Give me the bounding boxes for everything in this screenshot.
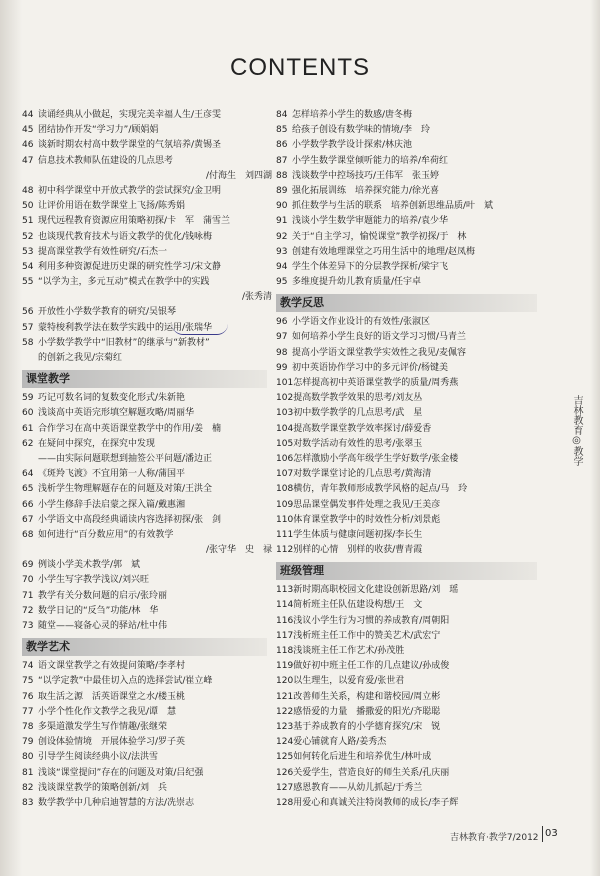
toc-entry[interactable] bbox=[276, 528, 546, 543]
toc-entry-title: 取生活之源 活英语课堂之水/楼玉桃 bbox=[38, 691, 186, 702]
toc-entry[interactable] bbox=[22, 543, 276, 558]
toc-entry[interactable] bbox=[22, 750, 276, 765]
toc-entry[interactable] bbox=[22, 573, 276, 588]
toc-page-number: 81 bbox=[22, 767, 34, 778]
toc-entry-title: 浅议小学生行为习惯的养成教育/周朝阳 bbox=[293, 615, 450, 626]
toc-entry-title: 基于养成教育的小学德育探究/宋 锐 bbox=[293, 721, 441, 732]
toc-page-number: 86 bbox=[276, 140, 288, 151]
toc-entry-title: 关于“自主学习，愉悦课堂”教学初探/于 林 bbox=[292, 231, 467, 242]
toc-entry[interactable] bbox=[22, 154, 276, 169]
toc-page-number: 59 bbox=[22, 393, 34, 404]
toc-entry[interactable] bbox=[22, 275, 276, 290]
toc-entry[interactable] bbox=[276, 583, 546, 598]
toc-entry[interactable] bbox=[22, 513, 276, 528]
toc-left-column bbox=[22, 108, 276, 811]
toc-entry[interactable] bbox=[22, 589, 276, 604]
toc-entry-title: 强化拓展训练 培养探究能力/徐光喜 bbox=[292, 185, 440, 196]
toc-entry-title: 创设体验情境 开展体验学习/罗子英 bbox=[38, 737, 186, 748]
toc-entry[interactable] bbox=[276, 498, 546, 513]
toc-entry[interactable] bbox=[22, 528, 276, 543]
toc-page-number: 108 bbox=[276, 484, 294, 495]
toc-entry[interactable] bbox=[276, 674, 546, 689]
toc-entry-title: 在疑问中探究，在探究中发现 bbox=[38, 438, 156, 449]
toc-page-number: 85 bbox=[276, 125, 288, 136]
toc-page-number: 76 bbox=[22, 691, 34, 702]
toc-page-number: 96 bbox=[276, 317, 288, 328]
toc-page-number: 57 bbox=[22, 322, 34, 333]
toc-page-number: 104 bbox=[276, 423, 294, 434]
toc-page-number: 61 bbox=[22, 423, 34, 434]
toc-page-number: 83 bbox=[22, 797, 34, 808]
toc-entry[interactable] bbox=[22, 199, 276, 214]
toc-entry-title: 对数学课堂讨论的几点思考/黄海清 bbox=[293, 469, 432, 480]
toc-entry-title: 新时期高职校园文化建设创新思路/刘 瑶 bbox=[293, 585, 459, 596]
toc-page-number: 89 bbox=[276, 185, 288, 196]
toc-entry[interactable] bbox=[22, 406, 276, 421]
toc-page-number: 114 bbox=[276, 600, 294, 611]
toc-entry[interactable] bbox=[22, 230, 276, 245]
toc-entry[interactable] bbox=[22, 245, 276, 260]
toc-entry[interactable] bbox=[276, 138, 546, 153]
toc-entry-title: 浅谈“课堂提问”存在的问题及对策/吕纪强 bbox=[38, 767, 204, 778]
toc-entry[interactable] bbox=[276, 154, 546, 169]
toc-entry[interactable] bbox=[22, 214, 276, 229]
toc-entry-title: 怎样激励小学高年级学生学好数学/张金楼 bbox=[293, 453, 459, 464]
toc-entry[interactable] bbox=[22, 321, 276, 336]
toc-entry-title: 初中英语协作学习中的多元评价/杨键美 bbox=[292, 362, 449, 373]
toc-entry[interactable] bbox=[276, 391, 546, 406]
toc-entry-title: /张秀清 bbox=[241, 292, 272, 303]
toc-page-number: 52 bbox=[22, 231, 34, 242]
toc-entry-title: 改善师生关系，构建和谐校园/周立彬 bbox=[293, 691, 441, 702]
toc-page-number: 53 bbox=[22, 246, 34, 257]
toc-entry[interactable] bbox=[276, 735, 546, 750]
toc-page-number: 92 bbox=[276, 231, 288, 242]
toc-entry-title: 浅谈高中英语完形填空解题攻略/周丽华 bbox=[38, 408, 195, 419]
toc-page-number: 51 bbox=[22, 216, 34, 227]
toc-page-number: 98 bbox=[276, 347, 288, 358]
toc-entry[interactable] bbox=[276, 543, 546, 558]
toc-entry-title: 开放性小学数学教育的研究/吴银琴 bbox=[38, 307, 177, 318]
toc-page-number: 90 bbox=[276, 201, 288, 212]
toc-entry[interactable] bbox=[276, 598, 546, 613]
toc-page-number: 79 bbox=[22, 737, 34, 748]
toc-page-number: 78 bbox=[22, 721, 34, 732]
toc-entry-title: 学生个体差异下的分层教学探析/梁宇飞 bbox=[292, 261, 449, 272]
toc-entry[interactable] bbox=[276, 245, 546, 260]
toc-page-number: 117 bbox=[276, 630, 294, 641]
toc-entry-title: 浅析学生物理解题存在的问题及对策/王洪全 bbox=[38, 484, 213, 495]
toc-entry-title: 浅谈班主任工作艺术/孙茂胜 bbox=[293, 646, 405, 656]
toc-entry[interactable] bbox=[276, 690, 546, 705]
toc-page-number: 65 bbox=[22, 484, 34, 495]
toc-entry-title: 感悟爱的力量 播撒爱的阳光/齐聪聪 bbox=[293, 706, 441, 717]
toc-entry-title: 团结协作开发“学习力”/顾娟娟 bbox=[38, 125, 159, 136]
toc-entry[interactable] bbox=[276, 123, 546, 138]
toc-entry-title: 学生体质与健康问题初探/李长生 bbox=[293, 529, 423, 540]
toc-entry[interactable] bbox=[276, 467, 546, 482]
toc-entry-title: 别样的心情 别样的收获/曹青霞 bbox=[293, 545, 423, 556]
toc-page-number: 71 bbox=[22, 590, 34, 601]
toc-page-number: 111 bbox=[276, 529, 294, 540]
toc-page-number: 123 bbox=[276, 721, 294, 732]
toc-entry-title: 如何培养小学生良好的语文学习习惯/马青兰 bbox=[292, 332, 467, 343]
toc-entry-title: 让评价用语在数学课堂上飞扬/陈秀娟 bbox=[38, 201, 186, 212]
toc-entry-title: ——由实际问题联想到抽签公平问题/潘边正 bbox=[38, 453, 213, 464]
toc-entry[interactable] bbox=[276, 422, 546, 437]
toc-page-number: 87 bbox=[276, 155, 288, 166]
toc-page-number: 105 bbox=[276, 438, 294, 449]
toc-entry-title: 浅谈数学中控场技巧/王伟军 张玉婷 bbox=[292, 170, 440, 181]
toc-page-number: 122 bbox=[276, 706, 294, 717]
toc-page-number: 127 bbox=[276, 782, 294, 793]
toc-entry-title: 提高数学课堂教学效率探讨/薛爱香 bbox=[293, 423, 432, 434]
toc-entry[interactable] bbox=[22, 604, 276, 619]
toc-entry-title: 谈新时期农村高中数学课堂的气氛培养/黄锡圣 bbox=[38, 140, 222, 151]
toc-entry[interactable] bbox=[22, 467, 276, 482]
toc-page-number: 121 bbox=[276, 691, 294, 702]
toc-entry-title: 信息技术教师队伍建设的几点思考 bbox=[38, 155, 174, 166]
toc-entry-title: “以学定教”中最佳切入点的选择尝试/崔立峰 bbox=[38, 676, 213, 687]
toc-page-number: 82 bbox=[22, 782, 34, 793]
toc-entry-title: 抓住数学与生活的联系 培养创新思维品质/叶 斌 bbox=[292, 201, 494, 212]
toc-entry[interactable] bbox=[22, 735, 276, 750]
toc-entry-title: 简析班主任队伍建设构想/王 文 bbox=[293, 600, 423, 611]
toc-entry-title: 浅谈小学生数学审题能力的培养/袁少华 bbox=[292, 216, 449, 227]
toc-page-number: 106 bbox=[276, 453, 294, 464]
toc-entry-title: 引导学生阅读经典小议/法洪雪 bbox=[38, 752, 159, 763]
toc-entry[interactable] bbox=[276, 406, 546, 421]
toc-entry-title: 多渠道激发学生写作情趣/张继荣 bbox=[38, 721, 168, 732]
toc-entry-title: 小学生数学课堂倾听能力的培养/牟荷红 bbox=[292, 155, 449, 166]
toc-page-number: 120 bbox=[276, 676, 294, 687]
toc-page-number: 54 bbox=[22, 261, 34, 272]
toc-entry[interactable] bbox=[22, 558, 276, 573]
toc-page-number: 55 bbox=[22, 277, 34, 288]
toc-entry[interactable] bbox=[276, 376, 546, 391]
toc-page-number: 118 bbox=[276, 646, 294, 656]
toc-page-number: 62 bbox=[22, 438, 34, 449]
section-heading: 教学反思 bbox=[276, 294, 537, 312]
toc-page-number: 119 bbox=[276, 661, 294, 672]
toc-entry[interactable] bbox=[22, 781, 276, 796]
toc-page-number: 125 bbox=[276, 752, 294, 763]
toc-right-column bbox=[276, 108, 546, 811]
toc-entry[interactable] bbox=[276, 452, 546, 467]
toc-entry[interactable] bbox=[22, 674, 276, 689]
toc-entry-title: 如何转化后进生和培养优生/林叶成 bbox=[293, 752, 432, 763]
toc-entry[interactable] bbox=[276, 659, 546, 674]
toc-page-number: 88 bbox=[276, 170, 288, 181]
toc-page-number: 116 bbox=[276, 615, 294, 626]
toc-entry-title: 对数学活动有效性的思考/张翠玉 bbox=[293, 438, 423, 449]
toc-entry-title: 读诵经典从小做起，实现完美幸福人生/王彦雯 bbox=[38, 110, 222, 120]
toc-entry-title: 合作学习在高中英语课堂教学中的作用/姜 楠 bbox=[38, 423, 222, 434]
toc-entry-title: 给孩子创设有数学味的情境/李 玲 bbox=[292, 125, 431, 136]
toc-page-number: 91 bbox=[276, 216, 288, 227]
toc-page-number: 69 bbox=[22, 560, 34, 571]
toc-page-number: 50 bbox=[22, 201, 34, 212]
toc-entry[interactable] bbox=[22, 391, 276, 406]
toc-entry-title: 小学语文作业设计的有效性/张淑区 bbox=[292, 317, 431, 328]
toc-entry-title: 提高小学语文课堂教学实效性之我见/麦佩容 bbox=[292, 347, 467, 358]
toc-entry-title: 随堂——寝备心灵的驿站/杜中伟 bbox=[38, 621, 168, 631]
toc-page-number: 64 bbox=[22, 469, 34, 480]
toc-entry-title: 小学生写字教学浅议/刘兴旺 bbox=[38, 575, 150, 586]
toc-entry[interactable] bbox=[22, 705, 276, 720]
toc-entry-title: 横仿，青年教师形成教学风格的起点/马 玲 bbox=[293, 484, 468, 495]
toc-page-number: 47 bbox=[22, 155, 34, 166]
toc-entry[interactable] bbox=[276, 513, 546, 528]
toc-entry-title: 关爱学生，营造良好的师生关系/孔庆丽 bbox=[293, 767, 450, 778]
toc-page-number: 66 bbox=[22, 499, 34, 510]
toc-page-number: 58 bbox=[22, 337, 34, 348]
toc-entry-title: 提高课堂教学有效性研究/石杰一 bbox=[38, 246, 168, 257]
toc-entry-title: 多维度提升幼儿教育质量/任宇卓 bbox=[292, 277, 422, 288]
toc-entry[interactable] bbox=[276, 766, 546, 781]
toc-entry[interactable] bbox=[22, 720, 276, 735]
toc-entry-title: 创建有效地理课堂之巧用生活中的地理/赵凤梅 bbox=[292, 246, 476, 257]
toc-entry[interactable] bbox=[276, 315, 546, 330]
toc-entry-title: 利用多种资源促进历史课的研究性学习/宋文静 bbox=[38, 261, 222, 272]
toc-entry[interactable] bbox=[276, 720, 546, 735]
toc-entry[interactable] bbox=[22, 351, 276, 366]
toc-page-number: 68 bbox=[22, 529, 34, 540]
toc-entry-title: 思品课堂偶发事件处理之我见/王美彦 bbox=[293, 499, 441, 510]
toc-entry[interactable] bbox=[276, 230, 546, 245]
toc-page-number: 70 bbox=[22, 575, 34, 586]
toc-entry[interactable] bbox=[22, 619, 276, 634]
toc-entry[interactable] bbox=[22, 498, 276, 513]
footer-journal-info: 吉林教育·教学7/2012 bbox=[450, 833, 539, 843]
toc-entry[interactable] bbox=[276, 644, 546, 659]
toc-entry-title: 巧记可数名词的复数变化形式/朱新艳 bbox=[38, 393, 186, 404]
toc-entry-title: 《斑羚飞渡》不宜用第一人称/蒲国平 bbox=[38, 469, 186, 480]
toc-entry[interactable] bbox=[276, 629, 546, 644]
toc-entry[interactable] bbox=[276, 214, 546, 229]
toc-entry[interactable] bbox=[22, 422, 276, 437]
toc-page-number: 99 bbox=[276, 362, 288, 373]
toc-entry-title: 现代远程教育资源应用策略初探/卡 军 蒲雪兰 bbox=[38, 216, 231, 227]
toc-page-number: 95 bbox=[276, 277, 288, 288]
toc-entry[interactable] bbox=[276, 346, 546, 361]
toc-entry-title: 怎样培养小学生的数感/唐冬梅 bbox=[292, 110, 413, 120]
toc-entry-title: /付海生 刘四湖 bbox=[205, 170, 272, 181]
toc-entry[interactable] bbox=[22, 305, 276, 320]
toc-entry[interactable] bbox=[22, 138, 276, 153]
toc-entry[interactable] bbox=[276, 108, 546, 123]
toc-page-number: 77 bbox=[22, 706, 34, 717]
toc-entry[interactable] bbox=[22, 184, 276, 199]
toc-entry[interactable] bbox=[22, 290, 276, 305]
toc-entry[interactable] bbox=[276, 705, 546, 720]
toc-page-number: 75 bbox=[22, 676, 34, 687]
toc-entry[interactable] bbox=[22, 482, 276, 497]
footer-page-number: 03 bbox=[542, 826, 559, 842]
toc-page-number: 73 bbox=[22, 621, 34, 631]
toc-entry-title: 提高数学教学效果的思考/刘友丛 bbox=[293, 393, 423, 404]
toc-page-number: 109 bbox=[276, 499, 294, 510]
toc-entry[interactable] bbox=[22, 690, 276, 705]
toc-entry[interactable] bbox=[22, 108, 276, 123]
toc-page-number: 112 bbox=[276, 545, 294, 556]
toc-entry[interactable] bbox=[22, 169, 276, 184]
toc-page-number: 67 bbox=[22, 514, 34, 525]
toc-entry-title: 语文课堂教学之有效提问策略/李孝村 bbox=[38, 661, 186, 672]
toc-entry-title: 如何进行“百分数应用”的有效教学 bbox=[38, 529, 174, 540]
toc-entry[interactable] bbox=[276, 750, 546, 765]
toc-entry-title: 蒙特梭利教学法在数学实践中的运用/张瑞华 bbox=[38, 322, 213, 333]
page-binding-shadow bbox=[0, 0, 22, 876]
toc-entry-title: 爱心铺就育人路/姜秀杰 bbox=[293, 737, 387, 748]
toc-page-number: 56 bbox=[22, 307, 34, 318]
toc-page-number: 80 bbox=[22, 752, 34, 763]
toc-entry[interactable] bbox=[22, 452, 276, 467]
toc-page-number: 48 bbox=[22, 185, 34, 196]
toc-page-number: 74 bbox=[22, 661, 34, 672]
toc-page-number: 84 bbox=[276, 110, 288, 120]
section-heading: 课堂教学 bbox=[22, 370, 267, 388]
toc-entry-title: 浅析班主任工作中的赞美艺术/武宏宁 bbox=[293, 630, 441, 641]
toc-entry[interactable] bbox=[276, 781, 546, 796]
toc-entry[interactable] bbox=[276, 169, 546, 184]
handwritten-underline bbox=[172, 324, 228, 335]
toc-entry[interactable] bbox=[22, 336, 276, 351]
toc-entry-title: 教学有关分数问题的启示/张玲丽 bbox=[38, 590, 168, 601]
page-title: CONTENTS bbox=[230, 54, 370, 81]
toc-entry[interactable] bbox=[276, 199, 546, 214]
toc-page-number: 110 bbox=[276, 514, 294, 525]
toc-entry-title: 小学生修辞手法启蒙之探入篇/戴惠湘 bbox=[38, 499, 186, 510]
toc-entry-title: 怎样提高初中英语课堂教学的质量/周秀燕 bbox=[293, 378, 459, 388]
toc-entry-title: 小学数学教学设计探索/林庆池 bbox=[292, 140, 413, 151]
toc-entry[interactable] bbox=[276, 614, 546, 629]
toc-page-number: 124 bbox=[276, 737, 294, 748]
toc-entry[interactable] bbox=[22, 437, 276, 452]
toc-page-number: 113 bbox=[276, 585, 294, 596]
toc-page-number: 102 bbox=[276, 393, 294, 404]
toc-entry-title: 也谈现代教育技术与语文教学的优化/钱咏梅 bbox=[38, 231, 213, 242]
toc-entry[interactable] bbox=[276, 330, 546, 345]
toc-page-number: 94 bbox=[276, 261, 288, 272]
toc-page-number: 93 bbox=[276, 246, 288, 257]
toc-entry[interactable] bbox=[276, 275, 546, 290]
toc-entry-title: 数学日记的“反刍”功能/林 华 bbox=[38, 605, 159, 616]
toc-page-number: 44 bbox=[22, 110, 34, 120]
toc-entry[interactable] bbox=[22, 260, 276, 275]
toc-page-number: 126 bbox=[276, 767, 294, 778]
toc-entry-title: 小学个性化作文教学之我见/谭 慧 bbox=[38, 706, 177, 717]
toc-entry[interactable] bbox=[276, 796, 546, 811]
toc-entry-title: “以学为主，多元互动”模式在教学中的实践 bbox=[38, 277, 210, 288]
toc-entry[interactable] bbox=[276, 437, 546, 452]
page-edge-shadow bbox=[590, 0, 600, 876]
toc-entry-title: 的创新之我见/宗菊红 bbox=[38, 353, 123, 363]
toc-entry-title: 用爱心和真诚关注特岗教师的成长/李子辉 bbox=[293, 797, 459, 808]
toc-entry-title: 浅谈课堂教学的策略创新/刘 兵 bbox=[38, 782, 168, 793]
toc-entry[interactable] bbox=[276, 184, 546, 199]
toc-page-number: 46 bbox=[22, 140, 34, 151]
journal-side-label: 吉林教育◎教学 bbox=[571, 395, 582, 466]
toc-entry-title: 例谈小学美术教学/郭 斌 bbox=[38, 560, 141, 571]
toc-entry[interactable] bbox=[22, 123, 276, 138]
toc-page-number: 72 bbox=[22, 605, 34, 616]
toc-entry-title: 初中科学课堂中开放式教学的尝试探究/金卫明 bbox=[38, 185, 222, 196]
toc-entry-title: 感恩教育——从幼儿抓起/于秀兰 bbox=[293, 782, 423, 793]
toc-page-number: 101 bbox=[276, 378, 294, 388]
section-heading: 班级管理 bbox=[276, 562, 537, 580]
toc-entry[interactable] bbox=[22, 766, 276, 781]
toc-page-number: 107 bbox=[276, 469, 294, 480]
toc-entry[interactable] bbox=[22, 659, 276, 674]
toc-entry-title: 小学语文中高段经典诵读内容选择初探/张 剑 bbox=[38, 514, 222, 525]
section-heading: 教学艺术 bbox=[22, 638, 267, 656]
toc-entry-title: 小学数学教学中“旧教材”的继承与“新教材” bbox=[38, 337, 210, 348]
toc-entry-title: 做好初中班主任工作的几点建议/孙成俊 bbox=[293, 661, 450, 672]
toc-entry-title: 体育课堂教学中的时效性分析/刘景彪 bbox=[293, 514, 441, 525]
toc-entry-title: 以生理生，以爱育爱/张世君 bbox=[293, 676, 405, 687]
toc-entry-title: 数学教学中几种启迪智慧的方法/冼崇志 bbox=[38, 797, 195, 808]
toc-page-number: 103 bbox=[276, 408, 294, 419]
toc-entry-title: /张守华 史 禄 bbox=[205, 545, 272, 556]
toc-page-number: 60 bbox=[22, 408, 34, 419]
toc-page-number: 97 bbox=[276, 332, 288, 343]
toc-entry[interactable] bbox=[22, 796, 276, 811]
toc-entry[interactable] bbox=[276, 260, 546, 275]
toc-entry[interactable] bbox=[276, 482, 546, 497]
toc-entry-title: 初中数学教学的几点思考/武 星 bbox=[293, 408, 423, 419]
toc-page-number: 128 bbox=[276, 797, 294, 808]
toc-page-number: 45 bbox=[22, 125, 34, 136]
toc-entry[interactable] bbox=[276, 361, 546, 376]
